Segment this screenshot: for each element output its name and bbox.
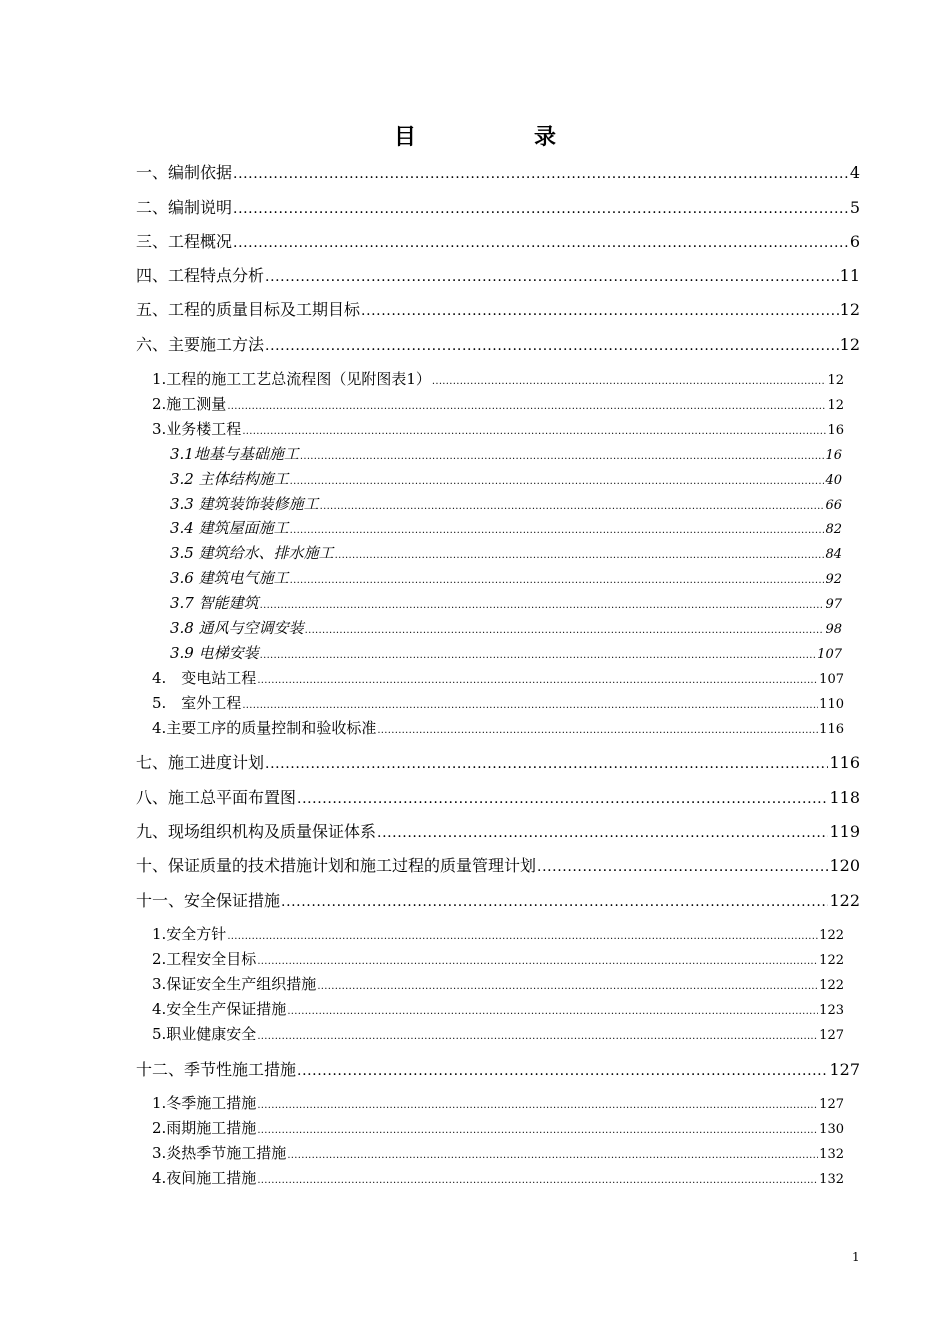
toc-entry[interactable] [136, 229, 860, 252]
toc-entry[interactable] [170, 592, 842, 613]
toc-entry-page: 116 [819, 722, 844, 737]
toc-entry[interactable] [152, 1117, 844, 1138]
toc-entry-label: 3.保证安全生产组织措施 [152, 975, 317, 993]
toc-entry-page: 11 [839, 266, 860, 285]
toc-entry[interactable] [136, 195, 860, 218]
toc-entry[interactable] [136, 332, 860, 355]
toc-entry[interactable] [170, 642, 842, 663]
toc-entry-label: 九、现场组织机构及质量保证体系 [136, 822, 377, 841]
toc-entry-page: 92 [825, 572, 842, 587]
toc-entry[interactable] [136, 888, 860, 911]
toc-entry-label: 3.2 主体结构施工 [170, 470, 289, 488]
toc-entry-label: 5.职业健康安全 [152, 1025, 257, 1043]
toc-entry-label: 1.安全方针 [152, 925, 227, 943]
toc-entry-label: 3.9 电梯安装 [170, 644, 259, 662]
toc-entry-page: 107 [819, 672, 844, 687]
toc-entry-label: 五、工程的质量目标及工期目标 [136, 300, 361, 319]
toc-entry[interactable] [136, 263, 860, 286]
toc-entry-label: 三、工程概况 [136, 232, 233, 251]
toc-entry-page: 12 [827, 398, 844, 413]
toc-entry-label: 1.工程的施工工艺总流程图（见附图表1） [152, 370, 431, 388]
page-number: 1 [852, 1250, 860, 1264]
toc-entry[interactable] [152, 1023, 844, 1044]
toc-entry[interactable] [152, 1142, 844, 1163]
toc-entry-page: 122 [819, 928, 844, 943]
toc-entry[interactable] [152, 998, 844, 1019]
toc-entry-page: 127 [819, 1028, 844, 1043]
toc-entry-page: 107 [817, 647, 842, 662]
toc-entry[interactable] [170, 443, 842, 464]
toc-entry[interactable] [170, 468, 842, 489]
toc-entry[interactable] [170, 493, 842, 514]
toc-entry-label: 十二、季节性施工措施 [136, 1060, 297, 1079]
toc-entry-page: 122 [819, 953, 844, 968]
toc-entry-label: 2.工程安全目标 [152, 950, 257, 968]
toc-entry-label: 四、工程特点分析 [136, 266, 265, 285]
toc-entry-label: 3.3 建筑装饰装修施工 [170, 495, 319, 513]
toc-entry[interactable] [136, 750, 860, 773]
toc-entry[interactable] [152, 368, 844, 389]
toc-entry[interactable] [152, 393, 844, 414]
toc-entry-page: 127 [819, 1097, 844, 1112]
toc-entry-label: 3.1地基与基础施工 [170, 445, 299, 463]
toc-entry-label: 十、保证质量的技术措施计划和施工过程的质量管理计划 [136, 856, 537, 875]
toc-entry-label: 4. 变电站工程 [152, 669, 257, 687]
toc-entry-label: 十一、安全保证措施 [136, 891, 281, 910]
toc-entry[interactable] [152, 667, 844, 688]
toc-entry-page: 132 [819, 1172, 844, 1187]
toc-entry[interactable] [136, 1057, 860, 1080]
toc-entry[interactable] [152, 1167, 844, 1188]
toc-entry[interactable] [170, 542, 842, 563]
toc-entry-label: 3.炎热季节施工措施 [152, 1144, 287, 1162]
toc-entry-page: 4 [849, 163, 860, 182]
toc-entry-page: 97 [825, 597, 842, 612]
toc-entry-label: 4.安全生产保证措施 [152, 1000, 287, 1018]
toc-entry-page: 127 [829, 1060, 860, 1079]
toc-entry-label: 一、编制依据 [136, 163, 233, 182]
toc-entry[interactable] [152, 418, 844, 439]
toc-entry-page: 123 [819, 1003, 844, 1018]
toc-entry-label: 3.5 建筑给水、排水施工 [170, 544, 334, 562]
toc-entry-page: 120 [829, 856, 860, 875]
toc-entry-page: 98 [825, 622, 842, 637]
toc-entry[interactable] [170, 517, 842, 538]
toc-entry-page: 82 [825, 522, 842, 537]
toc-entry-page: 16 [827, 423, 844, 438]
toc-entry-label: 3.8 通风与空调安装 [170, 619, 304, 637]
toc-entry[interactable] [152, 717, 844, 738]
toc-entry-page: 110 [819, 697, 844, 712]
toc-entry-page: 5 [849, 198, 860, 217]
toc-entry-page: 40 [825, 473, 842, 488]
toc-entry-page: 12 [839, 335, 860, 354]
toc-entry-page: 66 [825, 498, 842, 513]
toc-entry-label: 2.施工测量 [152, 395, 227, 413]
toc-entry-page: 16 [825, 448, 842, 463]
toc-entry[interactable] [170, 567, 842, 588]
toc-entry[interactable] [152, 1092, 844, 1113]
toc-entry-label: 八、施工总平面布置图 [136, 788, 297, 807]
toc-entry-page: 12 [839, 300, 860, 319]
toc-entry-label: 4.夜间施工措施 [152, 1169, 257, 1187]
toc-entry-page: 130 [819, 1122, 844, 1137]
toc-entry-page: 116 [829, 753, 860, 772]
toc-entry-label: 3.4 建筑屋面施工 [170, 519, 289, 537]
toc-entry-page: 119 [829, 822, 860, 841]
toc-entry-label: 5. 室外工程 [152, 694, 242, 712]
toc-entry[interactable] [136, 853, 860, 876]
toc-entry-label: 3.6 建筑电气施工 [170, 569, 289, 587]
toc-entry[interactable] [152, 948, 844, 969]
toc-entry-label: 4.主要工序的质量控制和验收标准 [152, 719, 377, 737]
toc-entry-label: 七、施工进度计划 [136, 753, 265, 772]
toc-entry-page: 6 [849, 232, 860, 251]
toc-entry-page: 118 [829, 788, 860, 807]
toc-entry-page: 12 [827, 373, 844, 388]
toc-entry[interactable] [136, 297, 860, 320]
toc-entry-label: 1.冬季施工措施 [152, 1094, 257, 1112]
toc-entry-label: 3.业务楼工程 [152, 420, 242, 438]
toc-entry[interactable] [136, 785, 860, 808]
toc-entry-page: 122 [829, 891, 860, 910]
toc-entry-label: 二、编制说明 [136, 198, 233, 217]
toc-entry[interactable] [136, 160, 860, 183]
page-title: 目 录 [393, 124, 604, 150]
toc-entry[interactable] [136, 819, 860, 842]
toc-entry[interactable] [152, 692, 844, 713]
toc-entry[interactable] [152, 973, 844, 994]
toc-entry-label: 六、主要施工方法 [136, 335, 265, 354]
toc-entry-page: 132 [819, 1147, 844, 1162]
toc-entry[interactable] [170, 617, 842, 638]
toc-entry[interactable] [152, 923, 844, 944]
toc-entry-label: 3.7 智能建筑 [170, 594, 259, 612]
toc-entry-page: 122 [819, 978, 844, 993]
toc-entry-label: 2.雨期施工措施 [152, 1119, 257, 1137]
toc-entry-page: 84 [825, 547, 842, 562]
